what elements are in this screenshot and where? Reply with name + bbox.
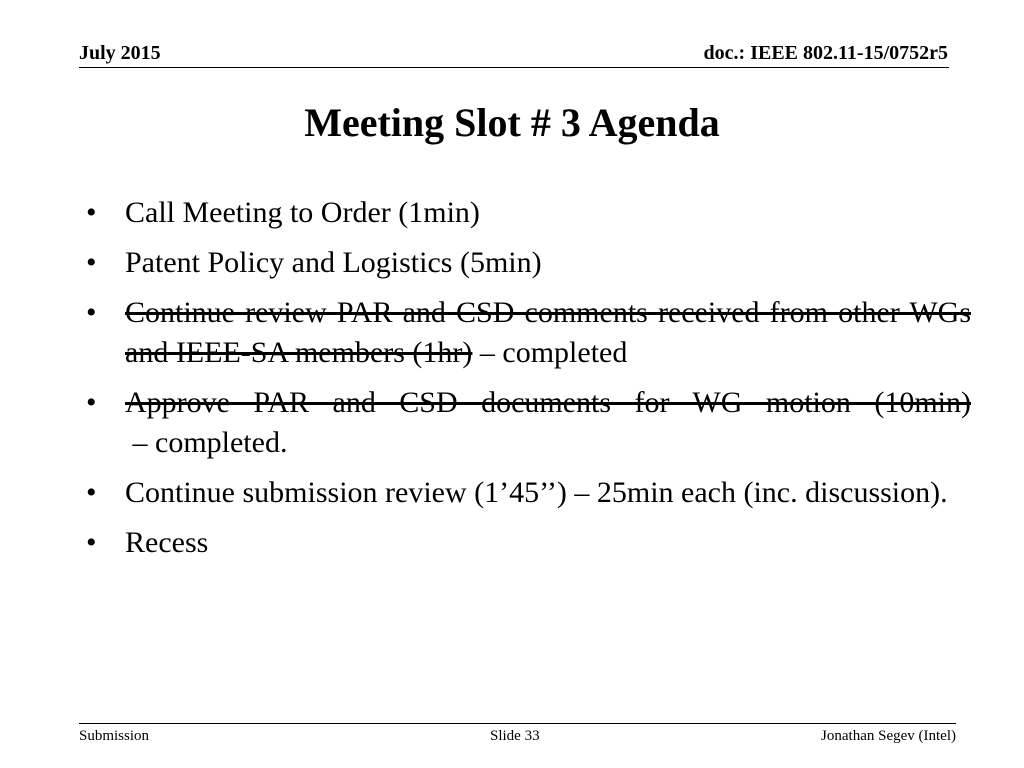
agenda-item-text: Call Meeting to Order (1min): [125, 196, 480, 229]
agenda-item-submission-review: [86, 473, 971, 513]
bullet-icon: •: [86, 246, 97, 279]
agenda-list: [86, 193, 971, 573]
footer-submission: Submission: [79, 728, 150, 744]
bullet-icon: •: [86, 386, 97, 419]
agenda-item-text: Continue submission review (1’45’’) – 25min each (inc. discussion).: [125, 476, 948, 509]
agenda-item-approve-par-csd: [86, 383, 971, 463]
bullet-icon: •: [86, 296, 97, 329]
header-date: July 2015: [79, 42, 161, 64]
header-doc-id: doc.: IEEE 802.11-15/0752r5: [703, 42, 948, 64]
agenda-item-status: – completed.: [125, 426, 288, 459]
footer-author: Jonathan Segev (Intel): [821, 728, 956, 744]
agenda-item-recess: [86, 523, 971, 563]
header-divider: [79, 67, 949, 68]
agenda-item-text: Recess: [125, 526, 209, 559]
agenda-item-call-to-order: [86, 193, 971, 233]
footer-divider: [79, 723, 956, 724]
bullet-icon: •: [86, 196, 97, 229]
bullet-icon: •: [86, 476, 97, 509]
footer-slide-number: Slide 33: [490, 728, 540, 744]
agenda-item-text: Continue review PAR and CSD comments received from other WGs and IEEE-SA members (1hr): [125, 296, 971, 369]
slide-title: Meeting Slot # 3 Agenda: [304, 100, 720, 145]
bullet-icon: •: [86, 526, 97, 559]
agenda-item-text: Approve PAR and CSD documents for WG motion (10min): [125, 386, 971, 419]
agenda-item-review-par-csd: [86, 293, 971, 373]
agenda-item-status: – completed: [472, 336, 628, 369]
agenda-item-text: Patent Policy and Logistics (5min): [125, 246, 542, 279]
agenda-item-patent-policy: [86, 243, 971, 283]
